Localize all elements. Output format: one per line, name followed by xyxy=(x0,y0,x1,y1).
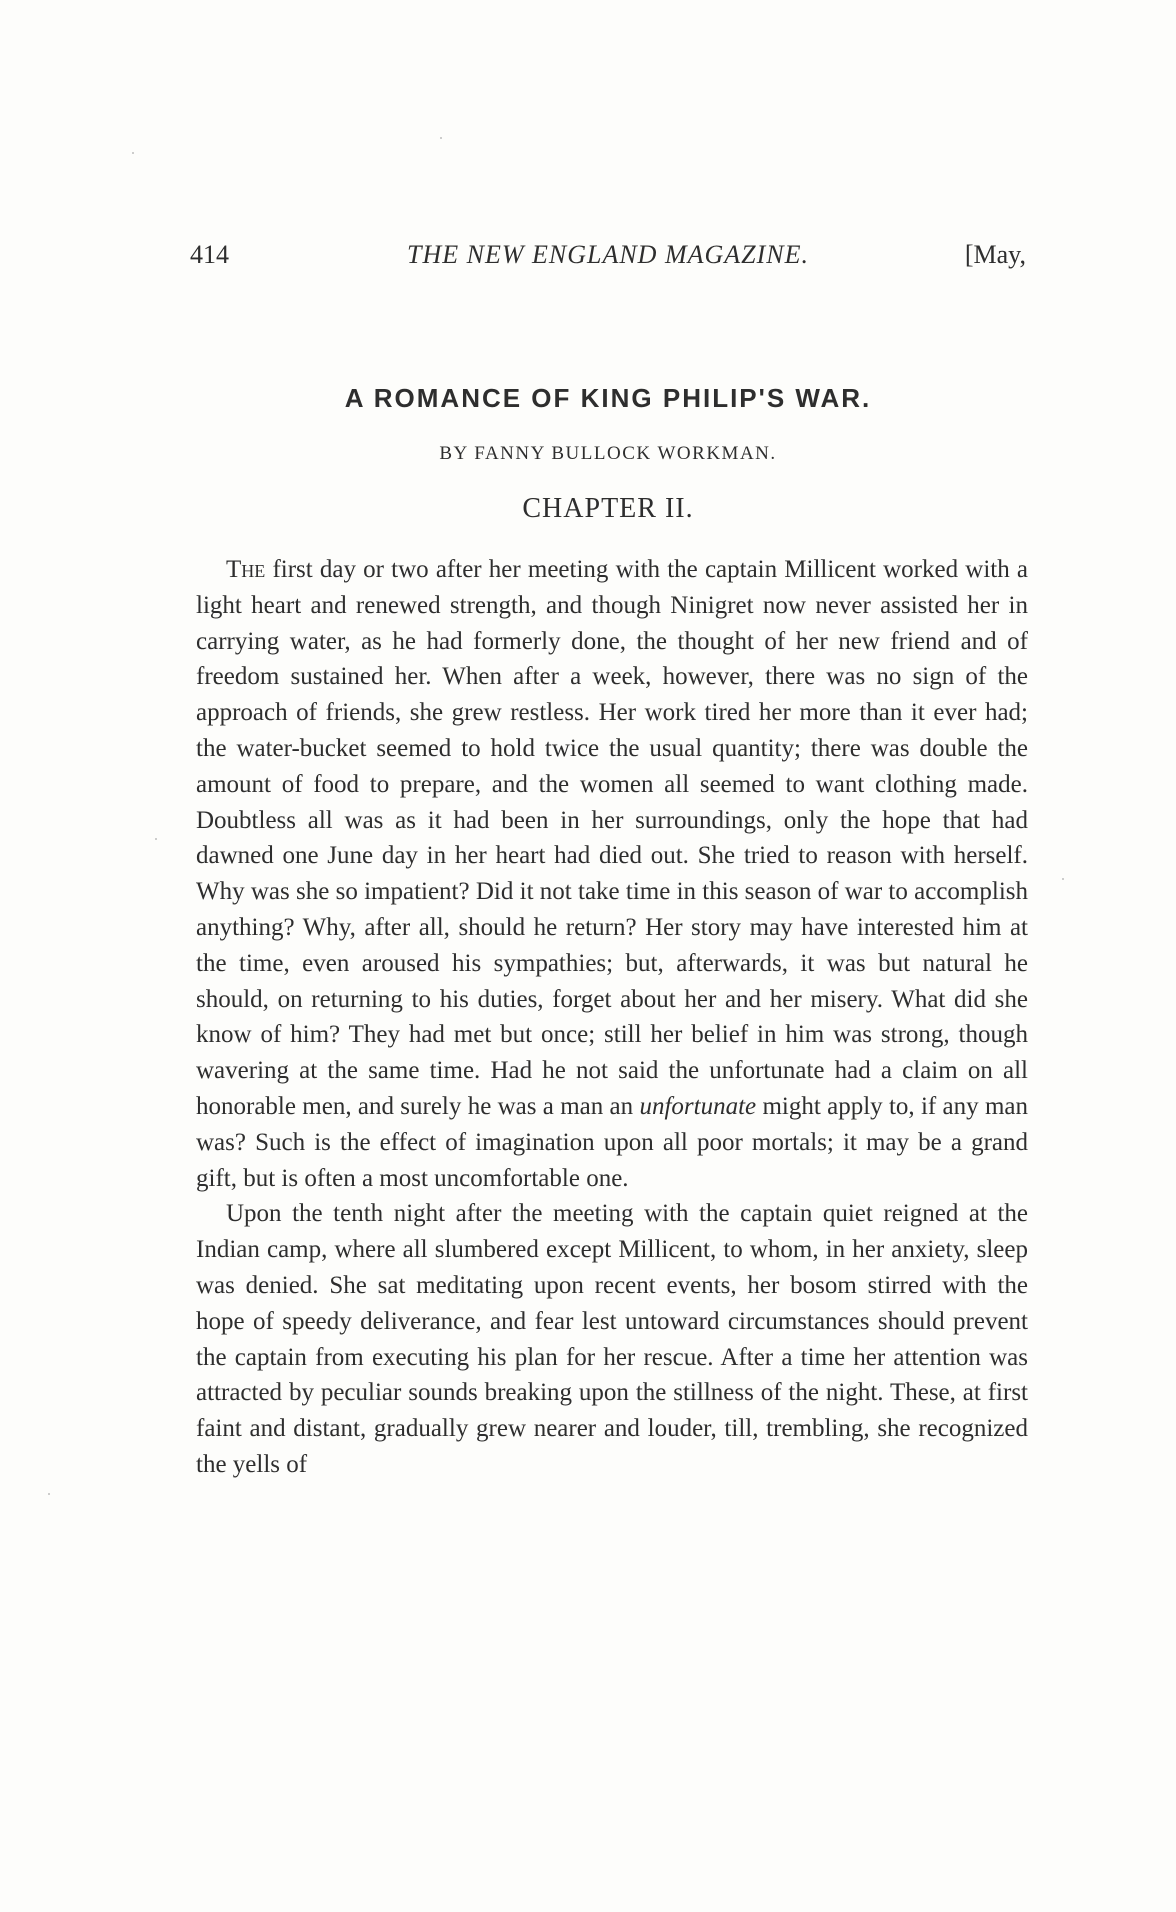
paragraph-1-text-a: first day or two after her meeting with the captain Millicent worked with a light heart and renewed strength, and though Ninigret now never assisted her in carrying water, as he had formerly done, the thought of her new friend and of freedom sustained her. When after a week, however, there was no sign of the approach of friends, she grew restless. Her work tired her more than it ever had; the water-bucket seemed to hold twice the usual quantity; there was double the amount of food to prepare, and the women all seemed to want clothing made. Doubtless all was as it had been in her surroundings, only the hope that had dawned one June day in her heart had died out. She tried to reason with herself. Why was she so impatient? Did it not take time in this season of war to accomplish anything? Why, after all, should he return? Her story may have interested him at the time, even aroused his sympathies; but, afterwards, it was but natural he should, on returning to his duties, forget about her and her misery. What did she know of him? They had met but once; still her belief in him was strong, though wavering at the same time. Had he not said the unfortunate had a claim on all honorable men, and surely he was a man an xyxy=(196,556,1028,1120)
paper-speck xyxy=(1062,878,1064,880)
paper-speck xyxy=(48,1493,50,1495)
author-byline: BY FANNY BULLOCK WORKMAN. xyxy=(439,443,777,464)
journal-title: THE NEW ENGLAND MAGAZINE. xyxy=(407,240,809,269)
running-head xyxy=(190,240,1026,276)
paper-speck xyxy=(132,152,134,154)
chapter-heading: CHAPTER II. xyxy=(522,493,694,524)
paragraph-1 xyxy=(196,552,1028,1196)
issue-month: [May, xyxy=(964,240,1026,269)
opening-word: The xyxy=(226,556,266,583)
page-number: 414 xyxy=(190,240,229,269)
article-title: A ROMANCE OF KING PHILIP'S WAR. xyxy=(344,383,872,413)
paper-speck xyxy=(155,838,157,840)
paragraph-2: Upon the tenth night after the meeting with the captain quiet reigned at the Indian camp, where all slumbered except Millicent, to whom, in her anxiety, sleep was denied. She sat meditating upon recent events, her bosom stirred with the hope of speedy deliverance, and fear lest untoward circumstances should prevent the captain from executing his plan for her rescue. After a time her attention was attracted by peculiar sounds breaking upon the stillness of the night. These, at first faint and distant, gradually grew nearer and louder, till, trembling, she recognized the yells of xyxy=(196,1200,1028,1478)
italic-word: unfortunate xyxy=(639,1092,757,1120)
paper-speck xyxy=(440,137,442,139)
paragraph-1-text-b: might apply to, if any man was? Such is the effect of imagination upon all poor mortals; it may be a grand gift, but is often a most uncomfortable one. xyxy=(196,1092,1028,1192)
article-body xyxy=(196,552,1028,1483)
